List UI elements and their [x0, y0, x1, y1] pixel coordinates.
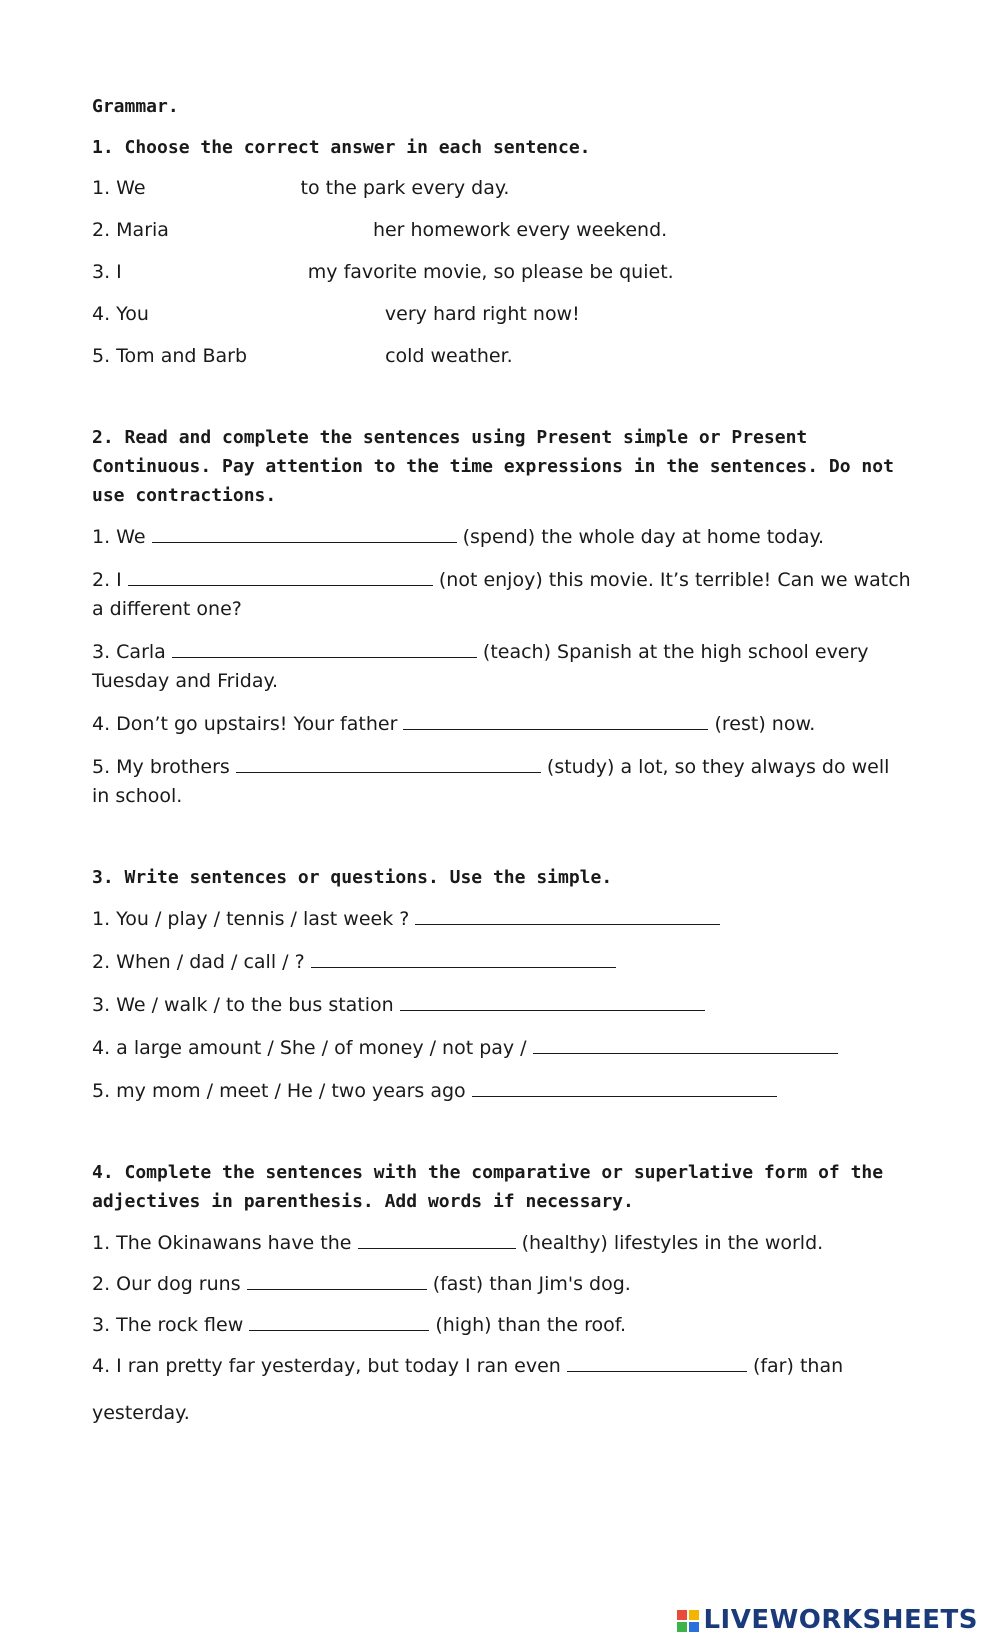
- list-item: 2. Maria her homework every weekend.: [92, 219, 668, 241]
- answer-blank[interactable]: [249, 1310, 429, 1331]
- answer-blank[interactable]: [403, 709, 708, 730]
- list-item: 3. Carla (teach) Spanish at the high school every Tuesday and Friday.: [92, 637, 912, 696]
- logo-square-red: [677, 1610, 687, 1620]
- list-item: 2. When / dad / call / ?: [92, 947, 912, 977]
- list-item: 4. You very hard right now!: [92, 303, 580, 325]
- logo-text: LIVEWORKSHEETS: [703, 1605, 978, 1635]
- logo-square-blue: [689, 1622, 699, 1632]
- list-item: 2. Our dog runs (fast) than Jim's dog.: [92, 1269, 912, 1299]
- answer-blank[interactable]: [247, 1269, 427, 1290]
- list-item: 4. a large amount / She / of money / not pay /: [92, 1033, 912, 1063]
- list-item: 4. Don’t go upstairs! Your father (rest) now.: [92, 709, 912, 739]
- answer-blank[interactable]: [172, 637, 477, 658]
- answer-blank[interactable]: [128, 565, 433, 586]
- liveworksheets-logo: [677, 1606, 978, 1635]
- answer-blank[interactable]: [567, 1351, 747, 1372]
- answer-blank[interactable]: [311, 947, 616, 968]
- list-item: 1. We (spend) the whole day at home today.: [92, 522, 912, 552]
- list-item: 1. We to the park every day.: [92, 177, 510, 199]
- answer-dropdown[interactable]: [122, 262, 308, 284]
- answer-blank[interactable]: [236, 752, 541, 773]
- list-item: 2. I (not enjoy) this movie. It’s terrible! Can we watch a different one?: [92, 565, 912, 624]
- worksheet-page: [92, 92, 912, 1480]
- logo-square-green: [677, 1622, 687, 1632]
- answer-dropdown[interactable]: [169, 220, 373, 242]
- list-item: 3. We / walk / to the bus station: [92, 990, 912, 1020]
- section-2-heading: 2. Read and complete the sentences using Present simple or Present Continuous. Pay attention to the time expressions in the sentences. Do not use contractions.: [92, 427, 894, 506]
- answer-blank[interactable]: [533, 1033, 838, 1054]
- list-item: 5. Tom and Barb cold weather.: [92, 345, 513, 367]
- list-item: 1. You / play / tennis / last week ?: [92, 904, 912, 934]
- answer-blank[interactable]: [400, 990, 705, 1011]
- answer-blank[interactable]: [358, 1228, 516, 1249]
- section-3-heading: 3. Write sentences or questions. Use the simple.: [92, 867, 613, 888]
- section-1: [92, 133, 912, 371]
- section-4-heading: 4. Complete the sentences with the comparative or superlative form of the adjectives in parenthesis. Add words if necessary.: [92, 1162, 884, 1212]
- worksheet-title: Grammar.: [92, 96, 179, 117]
- answer-dropdown[interactable]: [149, 304, 385, 326]
- section-2: [92, 423, 912, 811]
- logo-icon: [677, 1610, 699, 1632]
- section-3: [92, 863, 912, 1106]
- list-item: 5. my mom / meet / He / two years ago: [92, 1076, 912, 1106]
- answer-dropdown[interactable]: [146, 178, 301, 200]
- section-4: [92, 1158, 912, 1428]
- list-item: 1. The Okinawans have the (healthy) lifestyles in the world.: [92, 1228, 912, 1258]
- list-item: 5. My brothers (study) a lot, so they always do well in school.: [92, 752, 912, 811]
- answer-dropdown[interactable]: [247, 346, 385, 368]
- list-item: 3. I my favorite movie, so please be quiet.: [92, 261, 674, 283]
- list-item: yesterday.: [92, 1402, 190, 1424]
- answer-blank[interactable]: [472, 1076, 777, 1097]
- section-1-heading: 1. Choose the correct answer in each sentence.: [92, 137, 591, 158]
- list-item: 3. The rock flew (high) than the roof.: [92, 1310, 912, 1340]
- answer-blank[interactable]: [415, 904, 720, 925]
- answer-blank[interactable]: [152, 522, 457, 543]
- list-item: 4. I ran pretty far yesterday, but today I ran even (far) than: [92, 1351, 912, 1381]
- logo-square-yellow: [689, 1610, 699, 1620]
